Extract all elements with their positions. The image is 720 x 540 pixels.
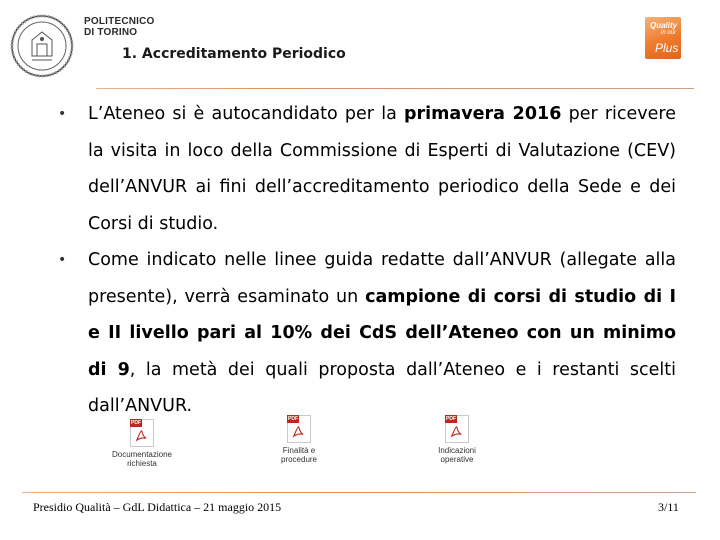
- bullet-text: per ricevere la visita in loco della Commissione di Esperti di Valutazione (CEV) dell’ANVUR ai fini dell’accreditamento periodico della Sede e dei Corsi di studio.: [88, 104, 677, 234]
- attachment-finalita[interactable]: [266, 415, 332, 464]
- bullet-icon: •: [58, 106, 67, 122]
- university-seal-logo: [10, 14, 74, 78]
- logo-text-line3: Plus: [655, 41, 679, 55]
- attachment-indicazioni[interactable]: [426, 415, 488, 464]
- slide-title: 1. Accreditamento Periodico: [122, 46, 346, 62]
- bullet-text-bold: campione di corsi di studio di I e II livello pari al 10% dei CdS dell’Ateneo con un minimo di 9: [88, 286, 676, 380]
- pdf-icon: PDF: [130, 419, 154, 447]
- logo-text-line1: Quality: [650, 21, 678, 30]
- university-name-line1: POLITECNICO: [84, 16, 155, 27]
- attachment-documentazione[interactable]: [104, 419, 180, 468]
- page-number: 3/11: [658, 500, 679, 514]
- footer-text: Presidio Qualità – GdL Didattica – 21 maggio 2015: [33, 500, 282, 514]
- attachment-label-line1: Documentazione: [111, 450, 173, 459]
- bullet-item: [58, 242, 676, 425]
- attachment-label-line1: Finalità e: [282, 446, 316, 455]
- slide-content: [58, 96, 676, 425]
- bullet-text: , la metà dei quali proposta dall’Ateneo e i restanti scelti dall’ANVUR.: [88, 359, 677, 416]
- header-divider: [96, 88, 694, 89]
- footer-divider: [22, 492, 696, 493]
- pdf-icon: PDF: [445, 415, 469, 443]
- university-name: [84, 16, 155, 38]
- quality-plus-logo: [645, 17, 681, 59]
- bullet-text: L’Ateneo si è autocandidato per la: [88, 104, 405, 124]
- pdf-icon: PDF: [287, 415, 311, 443]
- attachment-label-line2: operative: [440, 455, 474, 464]
- attachment-label-line2: richiesta: [127, 459, 157, 468]
- university-name-line2: DI TORINO: [84, 27, 138, 38]
- bullet-text-bold: primavera 2016: [404, 104, 562, 124]
- attachment-label-line1: Indicazioni: [438, 446, 476, 455]
- logo-text-line2: in our: [661, 30, 677, 36]
- bullet-icon: •: [58, 252, 67, 268]
- bullet-text: Come indicato nelle linee guida redatte dall’ANVUR (allegate alla presente), verrà esaminato un: [88, 250, 676, 307]
- bullet-item: [58, 96, 676, 242]
- attachment-label-line2: procedure: [280, 455, 318, 464]
